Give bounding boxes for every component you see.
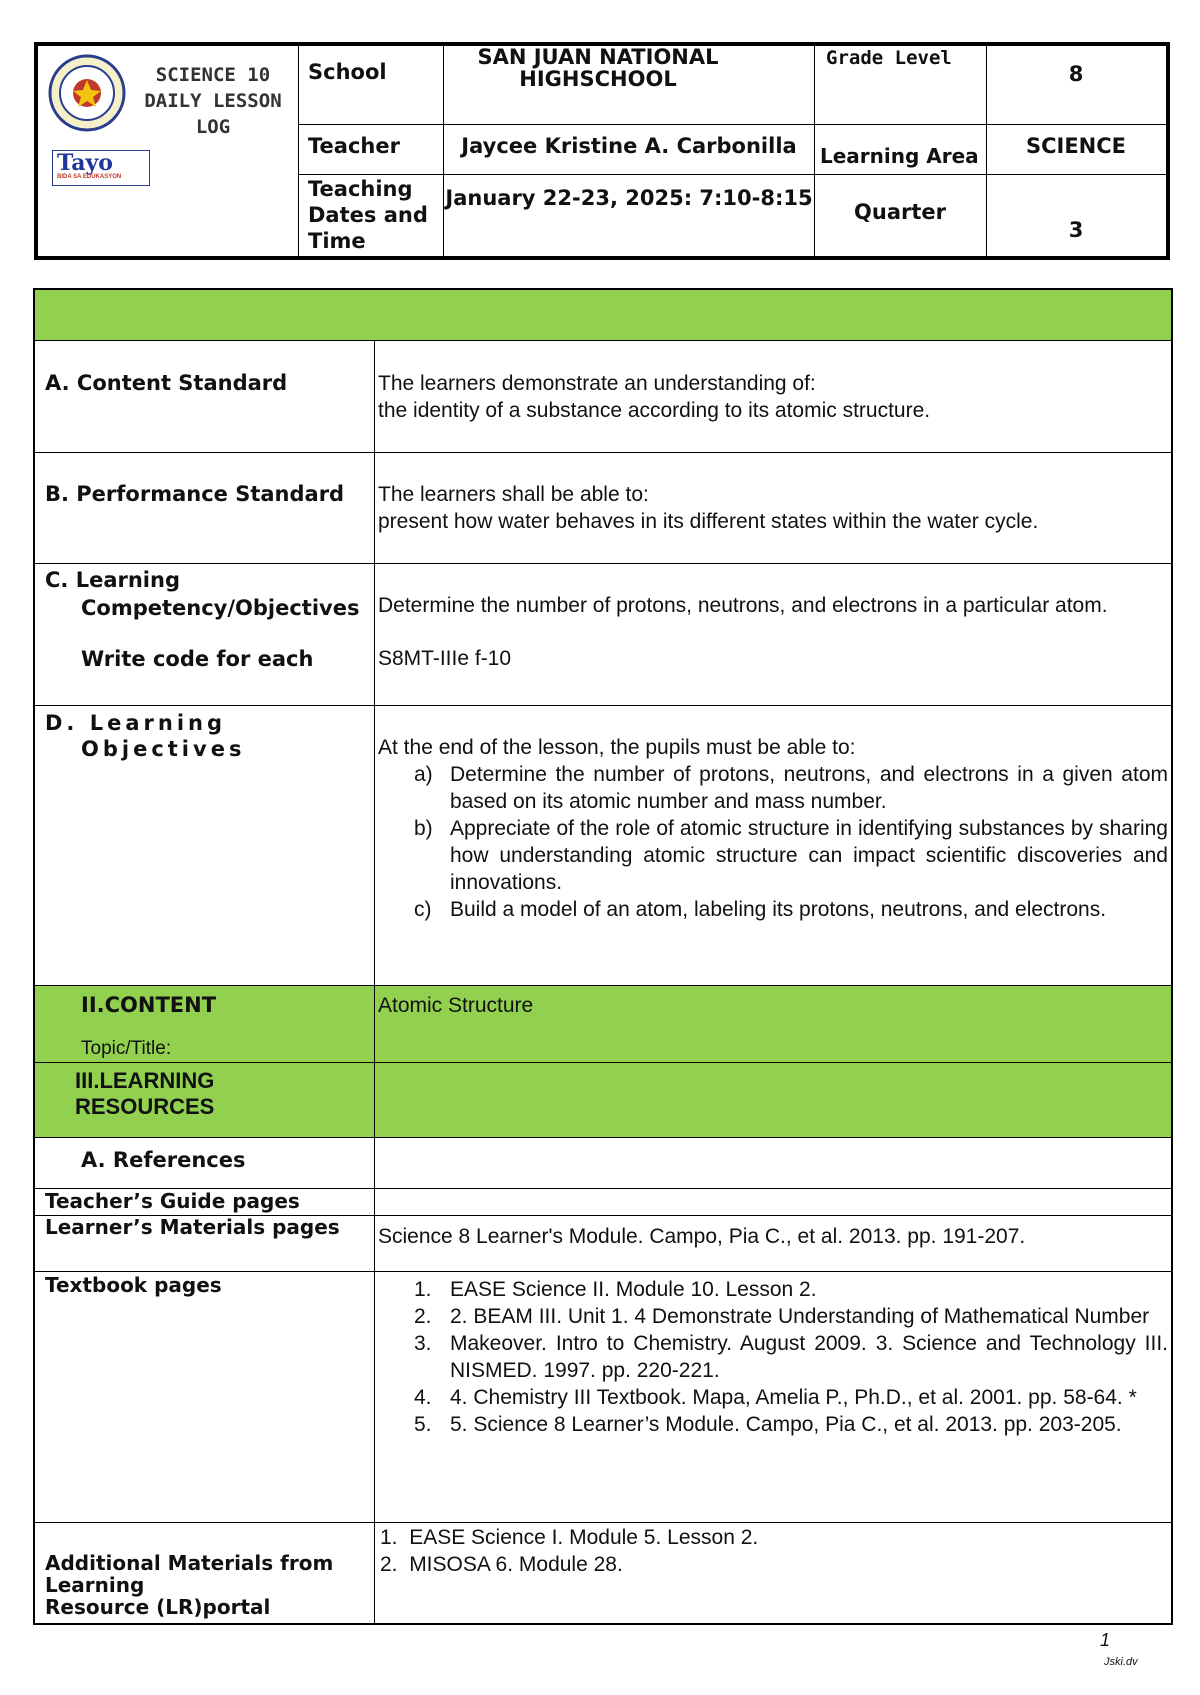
deped-seal-icon — [48, 54, 126, 132]
competency-code: S8MT-IIIe f-10 — [378, 647, 512, 670]
objectives-text: At the end of the lesson, the pupils must be able to: a) Determine the number of protons, neutrons, and electrons in a given atom based on its atomic number and mass number. b) Appreciate of the role of atomic structure in identifying substances by sharing how understanding atomic structure can impact scientific discoveries and innovations. c) Build a model of an atom, labeling its protons, neutrons, and electrons. — [378, 736, 1168, 921]
content-value: Atomic Structure — [378, 994, 534, 1017]
school-label: School — [308, 60, 387, 84]
lesson-header-table — [34, 42, 1170, 260]
resources-label: III.LEARNING RESOURCES — [75, 1068, 215, 1119]
objective-item: a) Determine the number of protons, neutrons, and electrons in a given atom based on its atomic number and mass number. — [414, 763, 1168, 813]
topic-label: Topic/Title: — [81, 1038, 172, 1059]
logo-subtitle: DAILY LESSON LOG — [144, 90, 282, 138]
learners-materials-value: Science 8 Learner's Module. Campo, Pia C., et al. 2013. pp. 191-207. — [378, 1225, 1026, 1248]
references-label: A. References — [81, 1148, 246, 1172]
grade-level-label: Grade Level — [826, 47, 952, 69]
learning-area-value: SCIENCE — [1025, 134, 1127, 158]
teacher-label: Teacher — [308, 134, 400, 158]
quarter-value: 3 — [1068, 218, 1084, 242]
content-standard-label: A. Content Standard — [45, 371, 288, 395]
grade-level-value: 8 — [1068, 62, 1084, 86]
teaching-dates-label: Teaching Dates and Time — [308, 177, 428, 253]
competency-text: Determine the number of protons, neutrons, and electrons in a particular atom. S8MT-IIIe f-10 — [378, 592, 1168, 672]
textbook-item: 2. 2. BEAM III. Unit 1. 4 Demonstrate Understanding of Mathematical Number — [414, 1305, 1150, 1328]
objective-item: c) Build a model of an atom, labeling its protons, neutrons, and electrons. — [414, 898, 1107, 921]
textbook-item: 3. Makeover. Intro to Chemistry. August 2009. 3. Science and Technology III. NISMED. 1997. pp. 220-221. — [414, 1332, 1168, 1382]
top-green-band — [35, 290, 1171, 340]
textbook-item: 1. EASE Science II. Module 10. Lesson 2. — [414, 1278, 817, 1301]
learners-materials-label: Learner’s Materials pages — [45, 1215, 340, 1239]
tayo-logo: Tayo BIDA SA EDUKASYON — [52, 150, 150, 186]
teaching-dates-value: January 22-23, 2025: 7:10-8:15 — [445, 186, 813, 210]
textbook-label: Textbook pages — [45, 1273, 222, 1297]
additional-materials-label: Additional Materials from Learning Resource (LR)portal — [45, 1551, 334, 1619]
page-number: 1 — [1100, 1630, 1111, 1650]
teacher-value: Jaycee Kristine A. Carbonilla — [461, 134, 797, 158]
additional-materials-list — [380, 1524, 1170, 1578]
competency-label: C. Learning Competency/Objectives Write code for each — [45, 568, 360, 671]
additional-item: 2. MISOSA 6. Module 28. — [380, 1553, 623, 1576]
content-standard-text: The learners demonstrate an understanding of: the identity of a substance according to its atomic structure. — [378, 372, 931, 422]
objective-item: b) Appreciate of the role of atomic structure in identifying substances by sharing how understanding atomic structure can impact scientific discoveries and innovations. — [414, 817, 1168, 894]
performance-standard-text: The learners shall be able to: present how water behaves in its different states within the water cycle. — [378, 483, 1039, 533]
textbook-list — [378, 1276, 1168, 1438]
performance-standard-label: B. Performance Standard — [45, 482, 345, 506]
objectives-label: D. Learning Objectives — [45, 711, 246, 761]
footer-initials: Jski.dv — [1104, 1656, 1138, 1668]
teachers-guide-label: Teacher’s Guide pages — [45, 1189, 300, 1213]
textbook-item: 5. 5. Science 8 Learner’s Module. Campo, Pia C., et al. 2013. pp. 203-205. — [414, 1413, 1122, 1436]
logo-title: SCIENCE 10 DAILY LESSON LOG — [138, 62, 288, 140]
learning-area-label: Learning Area — [820, 144, 979, 168]
content-label: II.CONTENT — [81, 993, 217, 1017]
lesson-plan-table — [33, 288, 1173, 1625]
textbook-item: 4. 4. Chemistry III Textbook. Mapa, Amelia P., Ph.D., et al. 2001. pp. 58-64. * — [414, 1386, 1137, 1409]
quarter-label: Quarter — [854, 200, 946, 224]
school-value: SAN JUAN NATIONAL HIGHSCHOOL — [477, 45, 719, 91]
additional-item: 1. EASE Science I. Module 5. Lesson 2. — [380, 1526, 759, 1549]
objectives-list — [378, 761, 1168, 923]
